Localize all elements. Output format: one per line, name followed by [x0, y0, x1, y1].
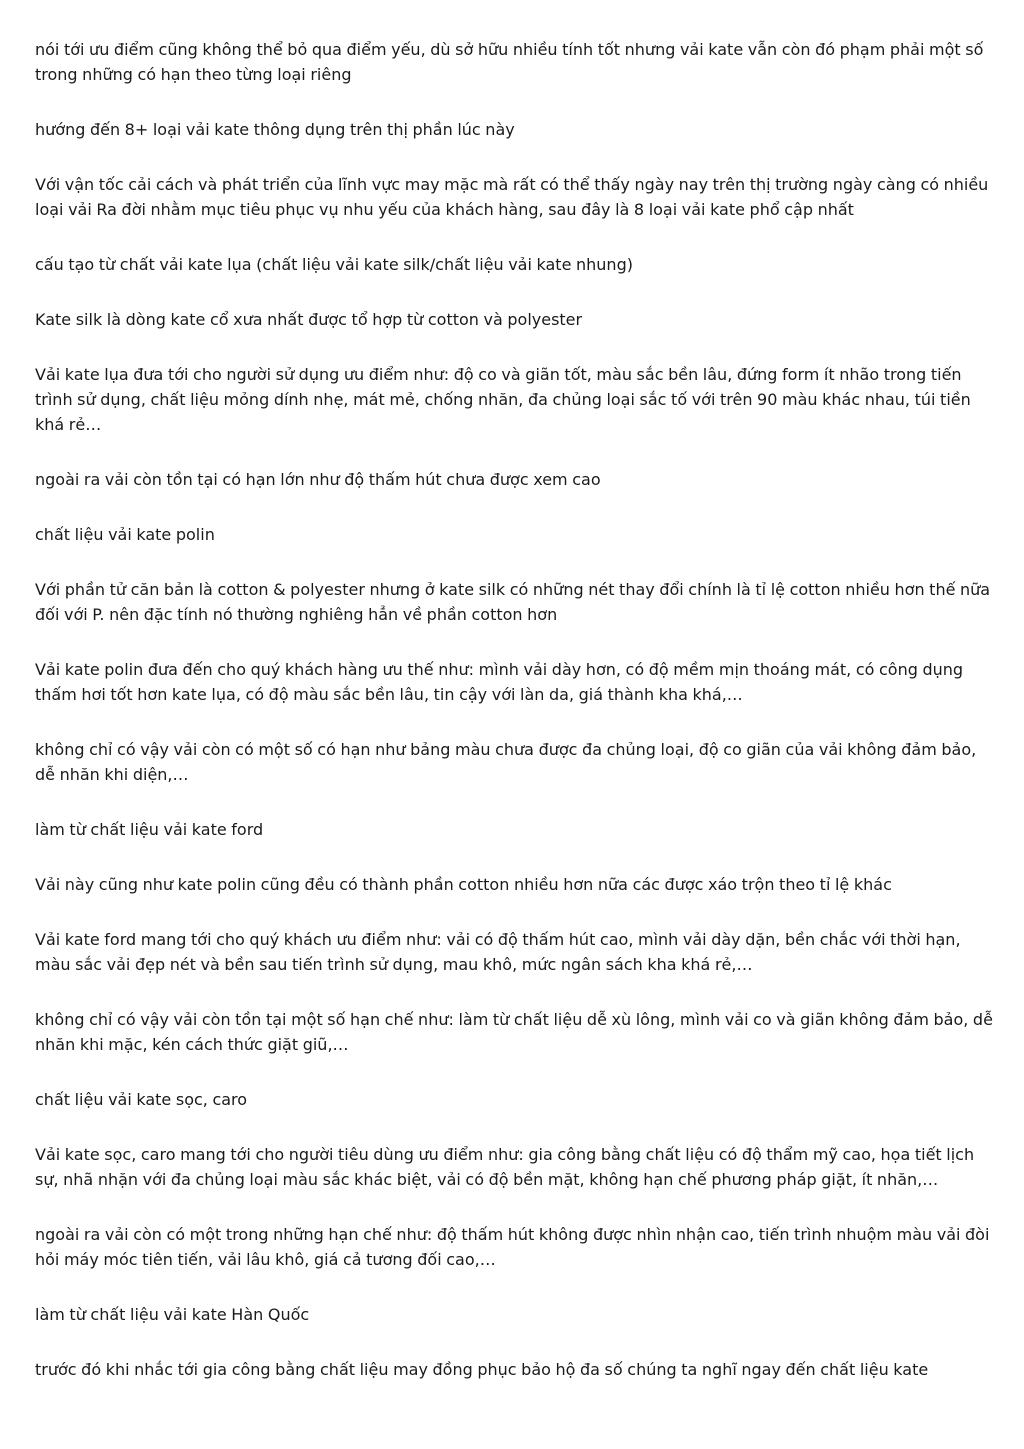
paragraph-kate-ford-advantages: Vải kate ford mang tới cho quý khách ưu điểm như: vải có độ thấm hút cao, mình vải dày dặn, bền chắc với thời hạn, màu sắc vải đẹp nét và bền sau tiến trình sử dụng, mau khô, mức ngân sách kha khá rẻ,…	[35, 930, 961, 974]
paragraph-market-overview: Với vận tốc cải cách và phát triển của lĩnh vực may mặc mà rất có thể thấy ngày nay trên thị trường ngày càng có nhiều loại vải Ra đời nhằm mục tiêu phục vụ nhu yếu của khách hàng, sau đây là 8 loại vải kate phổ cập nhất	[35, 175, 989, 219]
document-body	[35, 37, 995, 1412]
paragraph-kate-polin-limitations: không chỉ có vậy vải còn có một số có hạn như bảng màu chưa được đa chủng loại, độ co giãn của vải không đảm bảo, dễ nhăn khi diện,…	[35, 740, 977, 784]
paragraph-kate-soc-caro-limitations: ngoài ra vải còn có một trong những hạn chế như: độ thấm hút không được nhìn nhận cao, tiến trình nhuộm màu vải đòi hỏi máy móc tiên tiến, vải lâu khô, giá cả tương đối cao,…	[35, 1225, 990, 1269]
paragraph-kate-ford-limitations: không chỉ có vậy vải còn tồn tại một số hạn chế như: làm từ chất liệu dễ xù lông, mình vải co và giãn không đảm bảo, dễ nhăn khi mặc, kén cách thức giặt giũ,…	[35, 1010, 993, 1054]
paragraph-kate-silk-limitations: ngoài ra vải còn tồn tại có hạn lớn như độ thấm hút chưa được xem cao	[35, 470, 601, 489]
heading-kate-silk: cấu tạo từ chất vải kate lụa (chất liệu vải kate silk/chất liệu vải kate nhung)	[35, 255, 633, 274]
paragraph-weakness-intro: nói tới ưu điểm cũng không thể bỏ qua điểm yếu, dù sở hữu nhiều tính tốt nhưng vải kate vẫn còn đó phạm phải một số trong những có hạn theo từng loại riêng	[35, 40, 984, 84]
heading-kate-polin: chất liệu vải kate polin	[35, 525, 215, 544]
heading-kate-ford: làm từ chất liệu vải kate ford	[35, 820, 264, 839]
heading-kate-han-quoc: làm từ chất liệu vải kate Hàn Quốc	[35, 1305, 310, 1324]
heading-kate-soc-caro: chất liệu vải kate sọc, caro	[35, 1090, 248, 1109]
paragraph-kate-han-quoc-intro: trước đó khi nhắc tới gia công bằng chất liệu may đồng phục bảo hộ đa số chúng ta nghĩ ngay đến chất liệu kate	[35, 1360, 929, 1379]
paragraph-kate-silk-composition: Kate silk là dòng kate cổ xưa nhất được tổ hợp từ cotton và polyester	[35, 310, 583, 329]
paragraph-kate-soc-caro-advantages: Vải kate sọc, caro mang tới cho người tiêu dùng ưu điểm như: gia công bằng chất liệu có độ thẩm mỹ cao, họa tiết lịch sự, nhã nhặn với đa chủng loại màu sắc khác biệt, vải có độ bền mặt, không hạn chế phương pháp giặt, ít nhăn,…	[35, 1145, 975, 1189]
paragraph-types-heading: hướng đến 8+ loại vải kate thông dụng trên thị phần lúc này	[35, 120, 515, 139]
paragraph-kate-ford-composition: Vải này cũng như kate polin cũng đều có thành phần cotton nhiều hơn nữa các được xáo trộn theo tỉ lệ khác	[35, 875, 892, 894]
paragraph-kate-polin-composition: Với phần tử căn bản là cotton & polyester nhưng ở kate silk có những nét thay đổi chính là tỉ lệ cotton nhiều hơn thế nữa đối với P. nên đặc tính nó thường nghiêng hẳn về phần cotton hơn	[35, 580, 991, 624]
paragraph-kate-silk-advantages: Vải kate lụa đưa tới cho người sử dụng ưu điểm như: độ co và giãn tốt, màu sắc bền lâu, đứng form ít nhão trong tiến trình sử dụng, chất liệu mỏng dính nhẹ, mát mẻ, chống nhăn, đa chủng loại sắc tố với trên 90 màu khác nhau, túi tiền khá rẻ…	[35, 365, 971, 434]
paragraph-kate-polin-advantages: Vải kate polin đưa đến cho quý khách hàng ưu thế như: mình vải dày hơn, có độ mềm mịn thoáng mát, có công dụng thấm hơi tốt hơn kate lụa, có độ màu sắc bền lâu, tin cậy với làn da, giá thành kha khá,…	[35, 660, 964, 704]
